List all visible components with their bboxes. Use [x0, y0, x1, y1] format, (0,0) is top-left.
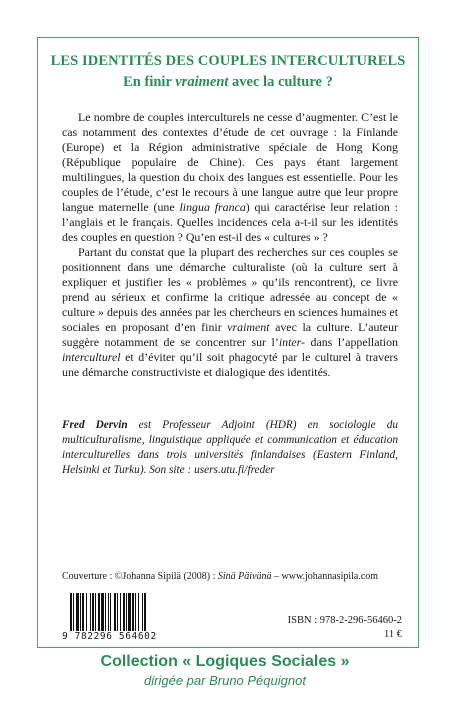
blurb-text: ) qui caractérise leur relation : l’anglais et le français. Quelles incidences cela a-t-il sur les identités des couples en question ? Qu’en est-il des « cultures » ? [62, 200, 398, 244]
barcode-bar [117, 593, 118, 631]
barcode-bar [128, 593, 131, 631]
blurb-text: dans l’appellation [305, 335, 398, 349]
barcode-bar [135, 593, 136, 631]
barcode-bar [73, 593, 74, 631]
barcode-bar [114, 593, 116, 631]
barcode-bar [123, 593, 125, 631]
author-name: Fred Dervin [62, 419, 128, 431]
barcode-bar [110, 593, 111, 631]
barcode-bar [142, 593, 143, 631]
barcode-bar [108, 593, 109, 631]
blurb [62, 110, 398, 380]
barcode-bar [90, 593, 91, 631]
blurb-paragraph-1 [62, 110, 398, 245]
blurb-emphasis: lingua franca [179, 200, 246, 214]
barcode-bar [101, 593, 104, 631]
author-bio-text: est Professeur Adjoint (HDR) en sociologie du multiculturalisme, linguistique appliquée et communication et éducation interculturelles dans trois universités finlandaises (Eastern Finland, Helsinki et Turku). Son site : users.utu.fi/freder [62, 419, 398, 476]
subtitle-emphasis: vraiment [175, 74, 229, 90]
blurb-paragraph-2 [62, 245, 398, 380]
subtitle-text-end: avec la culture ? [228, 74, 333, 90]
barcode-bar [144, 593, 146, 631]
blurb-text: Partant du constat que la plupart des recherches sur ces couples se positionnent dans une démarche culturaliste (où la culture sert à expliquer et justifier les « problèmes » qu’ils rencontrent), ce livre prend au sérieux et confirme la critique adressée au concept de « culture » depuis des années par les chercheurs en sciences humaines et sociales en proposant d’en finir [62, 245, 398, 334]
blurb-emphasis: inter- [278, 335, 306, 349]
barcode-bar [92, 593, 94, 631]
barcode-bar [105, 593, 106, 631]
barcode-bar [86, 593, 87, 631]
barcode-bar [82, 593, 84, 631]
collection-name: Collection « Logiques Sociales » [100, 653, 350, 670]
book-title: LES IDENTITÉS DES COUPLES INTERCULTURELS [50, 53, 406, 69]
barcode-bar [132, 593, 134, 631]
blurb-emphasis: interculturel [62, 350, 121, 364]
author-bio [62, 418, 398, 478]
barcode-bar [76, 593, 79, 631]
collection-director: dirigée par Bruno Péquignot [144, 673, 306, 688]
barcode [62, 593, 192, 643]
blurb-emphasis: vraiment [227, 320, 270, 334]
cover-credit [62, 571, 398, 582]
blurb-text: et d’éviter qu’il soit phagocyté par le culturel à travers une démarche constructiviste et dialogique des identités. [62, 350, 398, 379]
barcode-bar [138, 593, 139, 631]
subtitle-text: En finir [123, 74, 176, 90]
barcode-bar [70, 593, 72, 631]
barcode-bar [120, 593, 121, 631]
barcode-bars [70, 593, 188, 631]
blurb-text: Le nombre de couples interculturels ne cesse d’augmenter. C’est le cas notamment des contextes d’étude de cet ouvrage : la Finlande (Europe) et la Région administrative spéciale de Hong Kong (République populaire de Chine). Ces pays étant largement multilingues, la question du choix des langues est essentielle. Pour les couples de l’étude, c’est le recours à une langue autre que leur propre langue maternelle (une [62, 110, 398, 214]
credit-artwork-title: Sinä Päivänä [217, 571, 272, 582]
price: 11 € [384, 629, 402, 640]
book-subtitle [37, 74, 419, 91]
barcode-bar [126, 593, 127, 631]
barcode-bar [80, 593, 81, 631]
credit-text-end: – www.johannasipila.com [271, 571, 379, 582]
barcode-bar [95, 593, 96, 631]
credit-text: Couverture : ©Johanna Sipilä (2008) : [62, 571, 218, 582]
barcode-digits: 9 782296 564602 [62, 631, 157, 642]
barcode-bar [98, 593, 100, 631]
isbn: ISBN : 978-2-296-56460-2 [287, 615, 402, 626]
blurb-text: avec la culture. L’auteur suggère notamment de se concentrer sur l’ [62, 320, 398, 349]
